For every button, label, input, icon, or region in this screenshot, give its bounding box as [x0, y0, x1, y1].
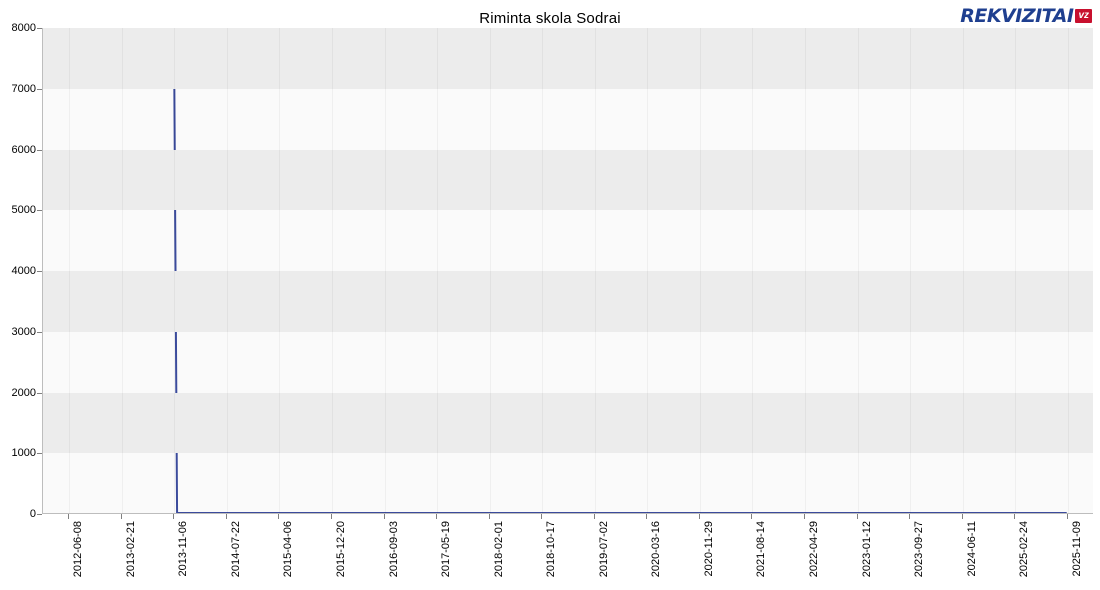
brand-logo[interactable]: [960, 4, 1092, 28]
x-axis-tick-label: 2014-07-22: [229, 521, 242, 578]
y-axis-tick-mark: [37, 150, 42, 151]
x-axis-tick-mark: [68, 514, 69, 519]
x-gridline: [490, 28, 491, 513]
x-axis-tick-mark: [121, 514, 122, 519]
x-gridline: [963, 28, 964, 513]
plot-band: [43, 150, 1093, 211]
y-axis-tick-mark: [37, 393, 42, 394]
x-gridline: [69, 28, 70, 513]
x-axis-tick-label: 2018-10-17: [545, 521, 558, 578]
x-axis-tick-label: 2019-07-02: [597, 521, 610, 578]
y-axis-tick-label: 2000: [11, 386, 36, 399]
y-axis-tick-mark: [37, 28, 42, 29]
x-axis-tick-mark: [1014, 514, 1015, 519]
x-axis-tick-label: 2023-01-12: [860, 521, 873, 578]
x-axis-tick-mark: [804, 514, 805, 519]
x-gridline: [700, 28, 701, 513]
x-axis-tick-label: 2025-02-24: [1018, 521, 1031, 578]
x-axis-tick-label: 2018-02-01: [492, 521, 505, 578]
x-axis-tick-mark: [1067, 514, 1068, 519]
plot-band: [43, 393, 1093, 454]
x-gridline: [174, 28, 175, 513]
x-gridline: [910, 28, 911, 513]
x-axis-tick-label: 2020-03-16: [650, 521, 663, 578]
chart-title: Riminta skola Sodrai: [479, 10, 621, 27]
y-axis-tick-label: 7000: [11, 82, 36, 95]
x-gridline: [805, 28, 806, 513]
brand-badge: vz: [1075, 9, 1092, 23]
x-gridline: [122, 28, 123, 513]
plot-band: [43, 271, 1093, 332]
x-gridline: [279, 28, 280, 513]
x-axis-tick-label: 2022-04-29: [807, 521, 820, 578]
x-axis-tick-label: 2013-02-21: [124, 521, 137, 578]
plot-area: [42, 28, 1093, 514]
x-axis-tick-mark: [646, 514, 647, 519]
x-axis-tick-mark: [857, 514, 858, 519]
x-axis-tick-label: 2025-11-09: [1070, 521, 1083, 577]
x-axis-tick-label: 2020-11-29: [702, 521, 715, 577]
x-axis-tick-mark: [331, 514, 332, 519]
x-axis-tick-label: 2024-06-11: [965, 521, 978, 577]
x-axis-tick-mark: [173, 514, 174, 519]
x-axis-tick-label: 2012-06-08: [72, 521, 85, 578]
x-axis-tick-mark: [962, 514, 963, 519]
x-axis-tick-label: 2021-08-14: [755, 521, 768, 578]
x-axis-tick-label: 2016-09-03: [387, 521, 400, 578]
x-gridline: [1068, 28, 1069, 513]
y-axis-tick-mark: [37, 453, 42, 454]
y-axis-tick-mark: [37, 210, 42, 211]
y-axis-tick-mark: [37, 514, 42, 515]
x-gridline: [647, 28, 648, 513]
x-axis-tick-label: 2013-11-06: [177, 521, 190, 577]
y-axis-tick-label: 0: [29, 508, 36, 520]
y-axis-tick-label: 5000: [11, 204, 36, 217]
y-axis-tick-label: 3000: [11, 325, 36, 338]
x-axis-tick-mark: [384, 514, 385, 519]
x-axis-tick-label: 2015-04-06: [282, 521, 295, 578]
x-axis-tick-mark: [751, 514, 752, 519]
y-axis-tick-label: 1000: [11, 447, 36, 460]
x-gridline: [752, 28, 753, 513]
y-axis-tick-label: 4000: [11, 265, 36, 277]
x-gridline: [542, 28, 543, 513]
x-axis-tick-mark: [436, 514, 437, 519]
x-axis-tick-mark: [699, 514, 700, 519]
x-gridline: [437, 28, 438, 513]
x-gridline: [858, 28, 859, 513]
y-axis-tick-label: 6000: [11, 143, 36, 156]
x-axis-tick-label: 2015-12-20: [335, 521, 348, 578]
brand-name: REKVIZITAI: [960, 5, 1074, 27]
x-axis-tick-mark: [541, 514, 542, 519]
x-axis-tick-mark: [594, 514, 595, 519]
x-axis-tick-label: 2023-09-27: [913, 521, 926, 578]
x-gridline: [332, 28, 333, 513]
plot-band: [43, 28, 1093, 89]
x-gridline: [595, 28, 596, 513]
x-axis-tick-mark: [489, 514, 490, 519]
x-axis-tick-mark: [909, 514, 910, 519]
x-axis-tick-mark: [278, 514, 279, 519]
y-axis-tick-mark: [37, 332, 42, 333]
x-gridline: [227, 28, 228, 513]
y-axis-tick-label: 8000: [11, 22, 36, 34]
x-axis-tick-label: 2017-05-19: [440, 521, 453, 578]
y-axis-tick-mark: [37, 89, 42, 90]
y-axis-tick-mark: [37, 271, 42, 272]
x-gridline: [385, 28, 386, 513]
x-axis-tick-mark: [226, 514, 227, 519]
x-gridline: [1015, 28, 1016, 513]
